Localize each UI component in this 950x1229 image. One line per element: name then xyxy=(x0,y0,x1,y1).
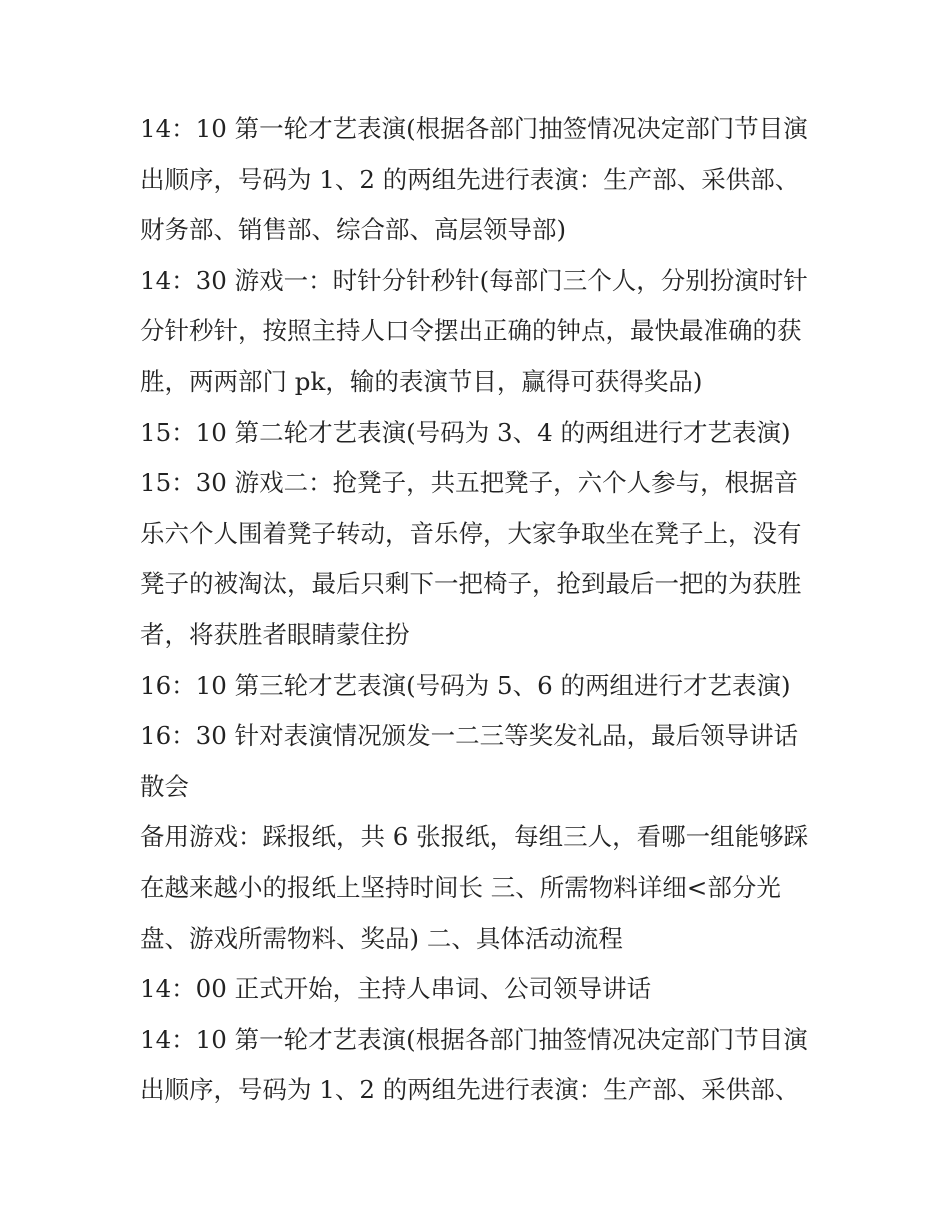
text-line: 备用游戏：踩报纸，共 6 张报纸，每组三人，看哪一组能够踩 xyxy=(140,822,809,852)
text-line: 14：00 正式开始，主持人串词、公司领导讲话 xyxy=(140,974,652,1004)
text-line: 者，将获胜者眼睛蒙住扮 xyxy=(140,619,410,649)
text-line: 16：10 第三轮才艺表演(号码为 5、6 的两组进行才艺表演) xyxy=(140,670,791,700)
text-line: 14：30 游戏一：时针分针秒针(每部门三个人，分别扮演时针 xyxy=(140,265,808,295)
text-line: 散会 xyxy=(140,771,189,801)
text-line: 15：10 第二轮才艺表演(号码为 3、4 的两组进行才艺表演) xyxy=(140,417,791,447)
text-line: 分针秒针，按照主持人口令摆出正确的钟点，最快最准确的获 xyxy=(140,316,802,346)
text-line: 财务部、销售部、综合部、高层领导部) xyxy=(140,215,567,245)
text-line: 在越来越小的报纸上坚持时间长 三、所需物料详细<部分光 xyxy=(140,872,781,902)
text-line: 凳子的被淘汰，最后只剩下一把椅子，抢到最后一把的为获胜 xyxy=(140,569,802,599)
text-line: 盘、游戏所需物料、奖品) 二、具体活动流程 xyxy=(140,923,623,953)
text-line: 出顺序，号码为 1、2 的两组先进行表演：生产部、采供部、 xyxy=(140,1075,800,1105)
text-line: 出顺序，号码为 1、2 的两组先进行表演：生产部、采供部、 xyxy=(140,164,800,194)
text-line: 胜，两两部门 pk，输的表演节目，赢得可获得奖品) xyxy=(140,366,703,396)
text-line: 乐六个人围着凳子转动，音乐停，大家争取坐在凳子上，没有 xyxy=(140,518,802,548)
text-line: 14：10 第一轮才艺表演(根据各部门抽签情况决定部门节目演 xyxy=(140,1024,808,1054)
document-body xyxy=(140,104,830,1116)
text-line: 15：30 游戏二：抢凳子，共五把凳子，六个人参与，根据音 xyxy=(140,468,799,498)
text-line: 16：30 针对表演情况颁发一二三等奖发礼品，最后领导讲话 xyxy=(140,721,799,751)
text-line: 14：10 第一轮才艺表演(根据各部门抽签情况决定部门节目演 xyxy=(140,114,808,143)
